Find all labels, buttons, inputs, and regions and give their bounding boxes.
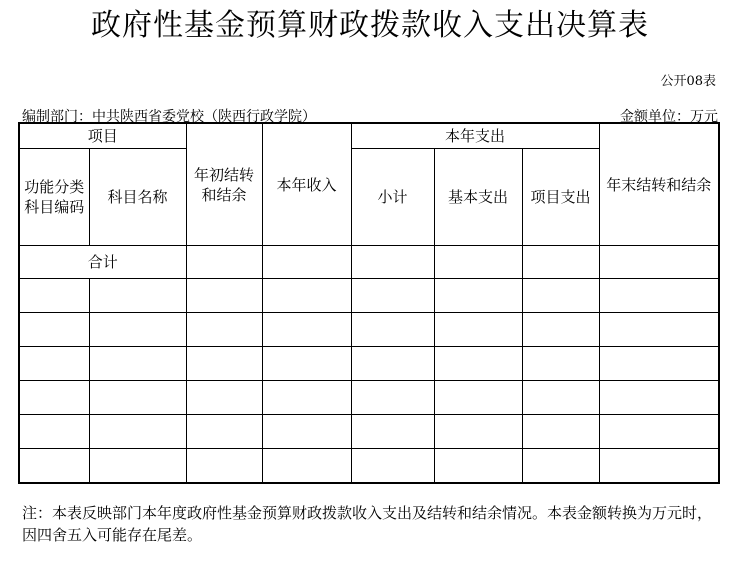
table-cell bbox=[522, 347, 599, 381]
table-cell bbox=[19, 347, 89, 381]
table-cell bbox=[186, 279, 262, 313]
total-cell bbox=[262, 246, 351, 279]
table-cell bbox=[434, 449, 522, 484]
page-title: 政府性基金预算财政拨款收入支出决算表 bbox=[91, 8, 649, 43]
form-code: 公开08表 bbox=[660, 74, 716, 89]
table-cell bbox=[351, 313, 434, 347]
table-cell bbox=[89, 381, 186, 415]
table-cell bbox=[599, 313, 719, 347]
table-cell bbox=[19, 449, 89, 484]
table-cell bbox=[599, 347, 719, 381]
header-subtotal: 小计 bbox=[351, 149, 434, 246]
department-label: 编制部门：中共陕西省委党校（陕西行政学院） bbox=[22, 109, 316, 125]
table-cell bbox=[262, 449, 351, 484]
header-project-exp: 项目支出 bbox=[522, 149, 599, 246]
table-cell bbox=[19, 381, 89, 415]
header-func-code-text: 功能分类科目编码 bbox=[24, 178, 85, 216]
table-cell bbox=[434, 347, 522, 381]
table-row bbox=[19, 313, 719, 347]
header-func-code bbox=[19, 149, 89, 246]
table-row bbox=[19, 415, 719, 449]
header-end-balance-text: 年末结转和结余 bbox=[606, 175, 712, 194]
table-cell bbox=[522, 415, 599, 449]
table-cell bbox=[434, 415, 522, 449]
total-cell bbox=[351, 246, 434, 279]
table-cell bbox=[19, 279, 89, 313]
table-cell bbox=[599, 381, 719, 415]
table-cell bbox=[599, 415, 719, 449]
table-cell bbox=[599, 279, 719, 313]
report-table bbox=[18, 122, 720, 484]
table-cell bbox=[351, 347, 434, 381]
table-cell bbox=[89, 415, 186, 449]
header-row-top bbox=[19, 123, 719, 149]
header-end-balance bbox=[599, 123, 719, 246]
footnote: 注：本表反映部门本年度政府性基金预算财政拨款收入支出及结转和结余情况。本表金额转换为万元时，因四舍五入可能存在尾差。 bbox=[22, 504, 713, 544]
header-begin-balance bbox=[186, 123, 262, 246]
table-cell bbox=[351, 415, 434, 449]
table-cell bbox=[522, 449, 599, 484]
table-cell bbox=[186, 347, 262, 381]
table-cell bbox=[19, 313, 89, 347]
table-cell bbox=[89, 279, 186, 313]
total-cell bbox=[599, 246, 719, 279]
header-begin-balance-text: 年初结转和结余 bbox=[194, 165, 255, 204]
header-income: 本年收入 bbox=[262, 123, 351, 246]
table-cell bbox=[262, 381, 351, 415]
header-basic-exp: 基本支出 bbox=[434, 149, 522, 246]
header-project: 项目 bbox=[19, 123, 186, 149]
table-cell bbox=[262, 313, 351, 347]
table-cell bbox=[351, 381, 434, 415]
total-label: 合计 bbox=[19, 246, 186, 279]
table-cell bbox=[351, 449, 434, 484]
table-row bbox=[19, 347, 719, 381]
table-cell bbox=[434, 279, 522, 313]
table-cell bbox=[522, 381, 599, 415]
table-cell bbox=[89, 313, 186, 347]
table-cell bbox=[186, 381, 262, 415]
table-cell bbox=[19, 415, 89, 449]
table-cell bbox=[522, 279, 599, 313]
table-cell bbox=[434, 381, 522, 415]
table-cell bbox=[186, 313, 262, 347]
header-subject-name: 科目名称 bbox=[89, 149, 186, 246]
table-cell bbox=[522, 313, 599, 347]
table-cell bbox=[434, 313, 522, 347]
table-cell bbox=[262, 279, 351, 313]
unit-label: 金额单位：万元 bbox=[620, 109, 718, 125]
total-cell bbox=[186, 246, 262, 279]
total-row bbox=[19, 246, 719, 279]
table-cell bbox=[262, 347, 351, 381]
table-row bbox=[19, 449, 719, 484]
table-cell bbox=[89, 347, 186, 381]
table-row bbox=[19, 381, 719, 415]
header-expenditure: 本年支出 bbox=[351, 123, 599, 149]
table-cell bbox=[262, 415, 351, 449]
table-cell bbox=[351, 279, 434, 313]
total-cell bbox=[434, 246, 522, 279]
table-cell bbox=[599, 449, 719, 484]
table-cell bbox=[89, 449, 186, 484]
table-row bbox=[19, 279, 719, 313]
table-cell bbox=[186, 449, 262, 484]
total-cell bbox=[522, 246, 599, 279]
table-cell bbox=[186, 415, 262, 449]
